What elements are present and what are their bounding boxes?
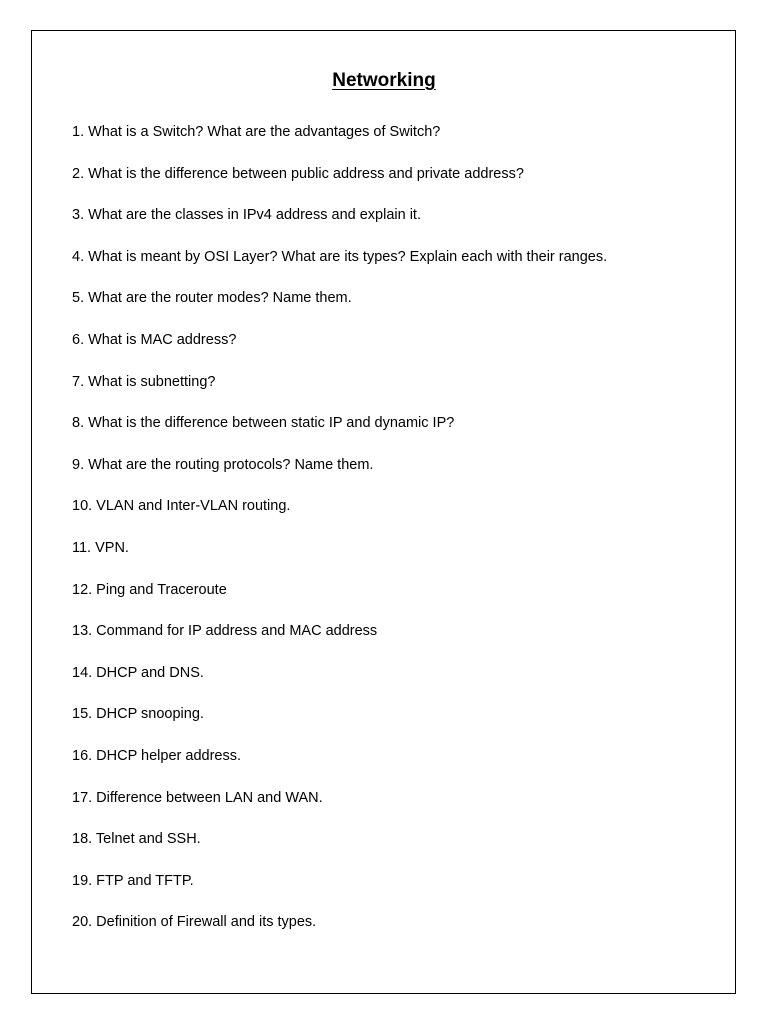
document-title: Networking <box>332 70 436 91</box>
question-item-5: 5. What are the router modes? Name them. <box>72 290 352 307</box>
question-item-11: 11. VPN. <box>72 539 129 556</box>
question-item-17: 17. Difference between LAN and WAN. <box>72 789 323 806</box>
question-item-4: 4. What is meant by OSI Layer? What are its types? Explain each with their ranges. <box>72 248 608 265</box>
question-item-15: 15. DHCP snooping. <box>72 706 204 723</box>
question-item-19: 19. FTP and TFTP. <box>72 872 194 889</box>
question-item-12: 12. Ping and Traceroute <box>72 581 227 598</box>
question-item-9: 9. What are the routing protocols? Name them. <box>72 456 374 473</box>
question-item-8: 8. What is the difference between static IP and dynamic IP? <box>72 415 455 432</box>
question-item-13: 13. Command for IP address and MAC address <box>72 623 378 640</box>
question-item-18: 18. Telnet and SSH. <box>72 831 201 848</box>
question-item-14: 14. DHCP and DNS. <box>72 664 204 681</box>
question-item-10: 10. VLAN and Inter-VLAN routing. <box>72 498 291 515</box>
question-item-16: 16. DHCP helper address. <box>72 747 241 764</box>
question-item-3: 3. What are the classes in IPv4 address and explain it. <box>72 207 421 224</box>
question-item-1: 1. What is a Switch? What are the advantages of Switch? <box>72 124 441 140</box>
question-item-7: 7. What is subnetting? <box>72 373 216 390</box>
question-item-6: 6. What is MAC address? <box>72 331 237 348</box>
question-item-20: 20. Definition of Firewall and its types. <box>72 914 317 931</box>
question-item-2: 2. What is the difference between public address and private address? <box>72 165 524 182</box>
question-list <box>72 121 607 953</box>
